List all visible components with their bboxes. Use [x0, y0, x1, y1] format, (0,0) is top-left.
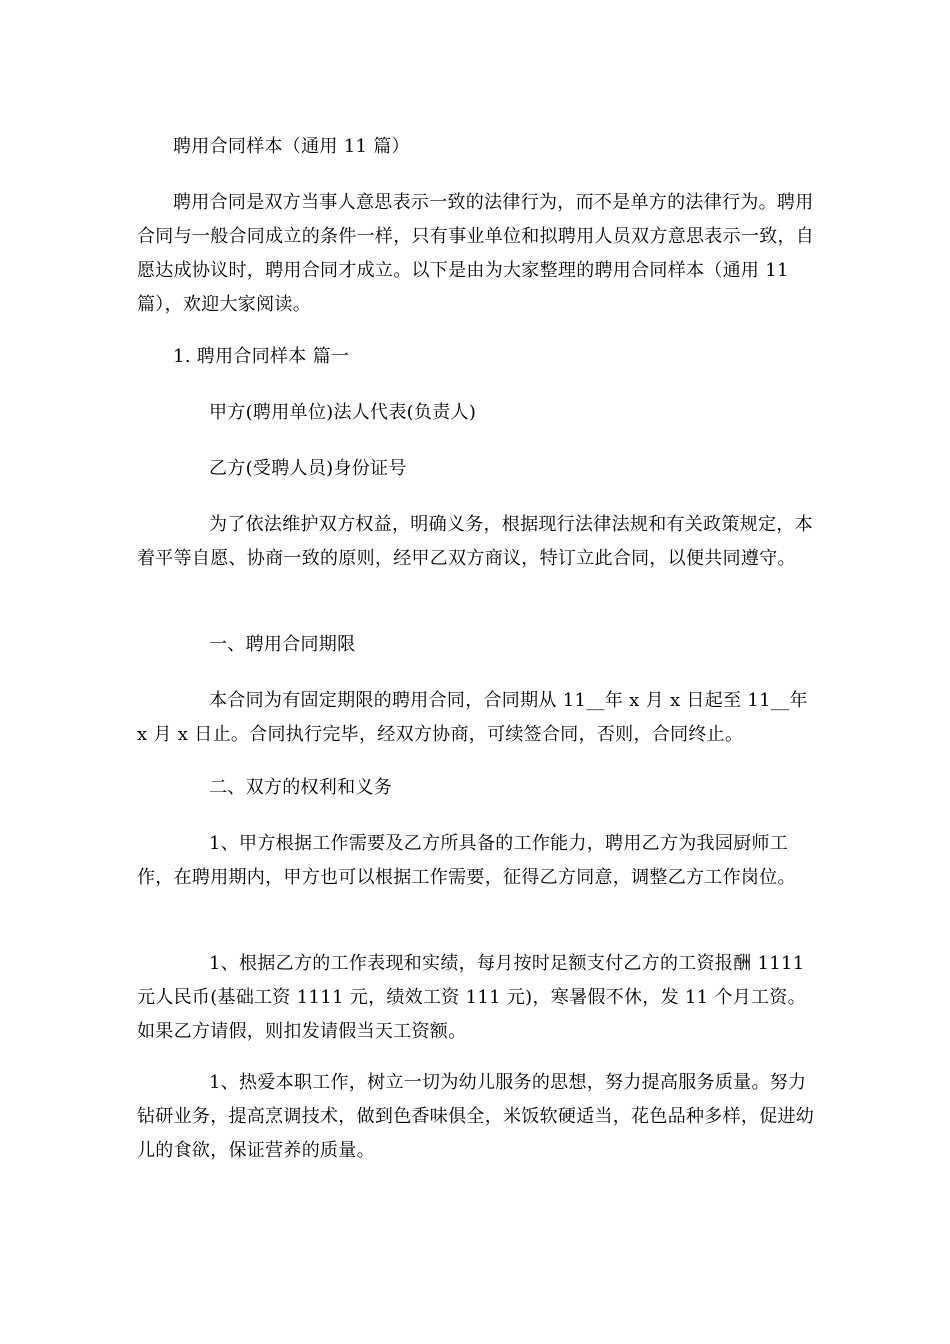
document-title: 聘用合同样本（通用 11 篇） [173, 136, 410, 157]
section-heading: 1. 聘用合同样本 篇一 [173, 346, 350, 367]
intro-paragraph: 聘用合同是双方当事人意思表示一致的法律行为，而不是单方的法律行为。聘用合同与一般合同成立的条件一样，只有事业单位和拟聘用人员双方意思表示一致，自愿达成协议时，聘用合同才成立。以下是由为大家整理的聘用合同样本（通用 11 篇），欢迎大家阅读。 [137, 192, 815, 315]
clause2-item1: 1、甲方根据工作需要及乙方所具备的工作能力，聘用乙方为我园厨师工作，在聘用期内，甲方也可以根据工作需要，征得乙方同意，调整乙方工作岗位。 [137, 833, 796, 888]
clause2-item2: 1、根据乙方的工作表现和实绩，每月按时足额支付乙方的工资报酬 1111 元人民币(基础工资 1111 元，绩效工资 111 元)，寒暑假不休，发 11 个月工资。如果乙方请假，则扣发请假当天工资额。 [137, 953, 806, 1042]
clause2-heading: 二、双方的权利和义务 [209, 777, 392, 798]
party-a-line: 甲方(聘用单位)法人代表(负责人) [209, 402, 477, 423]
clause1-heading: 一、聘用合同期限 [209, 634, 356, 655]
clause1-paragraph: 本合同为有固定期限的聘用合同，合同期从 11__年 x 月 x 日起至 11__年 x 月 x 日止。合同执行完毕，经双方协商，可续签合同，否则，合同终止。 [137, 690, 808, 745]
party-b-line: 乙方(受聘人员)身份证号 [209, 458, 407, 479]
preamble-paragraph: 为了依法维护双方权益，明确义务，根据现行法律法规和有关政策规定，本着平等自愿、协商一致的原则，经甲乙双方商议，特订立此合同，以便共同遵守。 [137, 514, 813, 569]
clause2-item3: 1、热爱本职工作，树立一切为幼儿服务的思想，努力提高服务质量。努力钻研业务，提高烹调技术，做到色香味俱全，米饭软硬适当，花色品种多样，促进幼儿的食欲，保证营养的质量。 [137, 1072, 815, 1161]
